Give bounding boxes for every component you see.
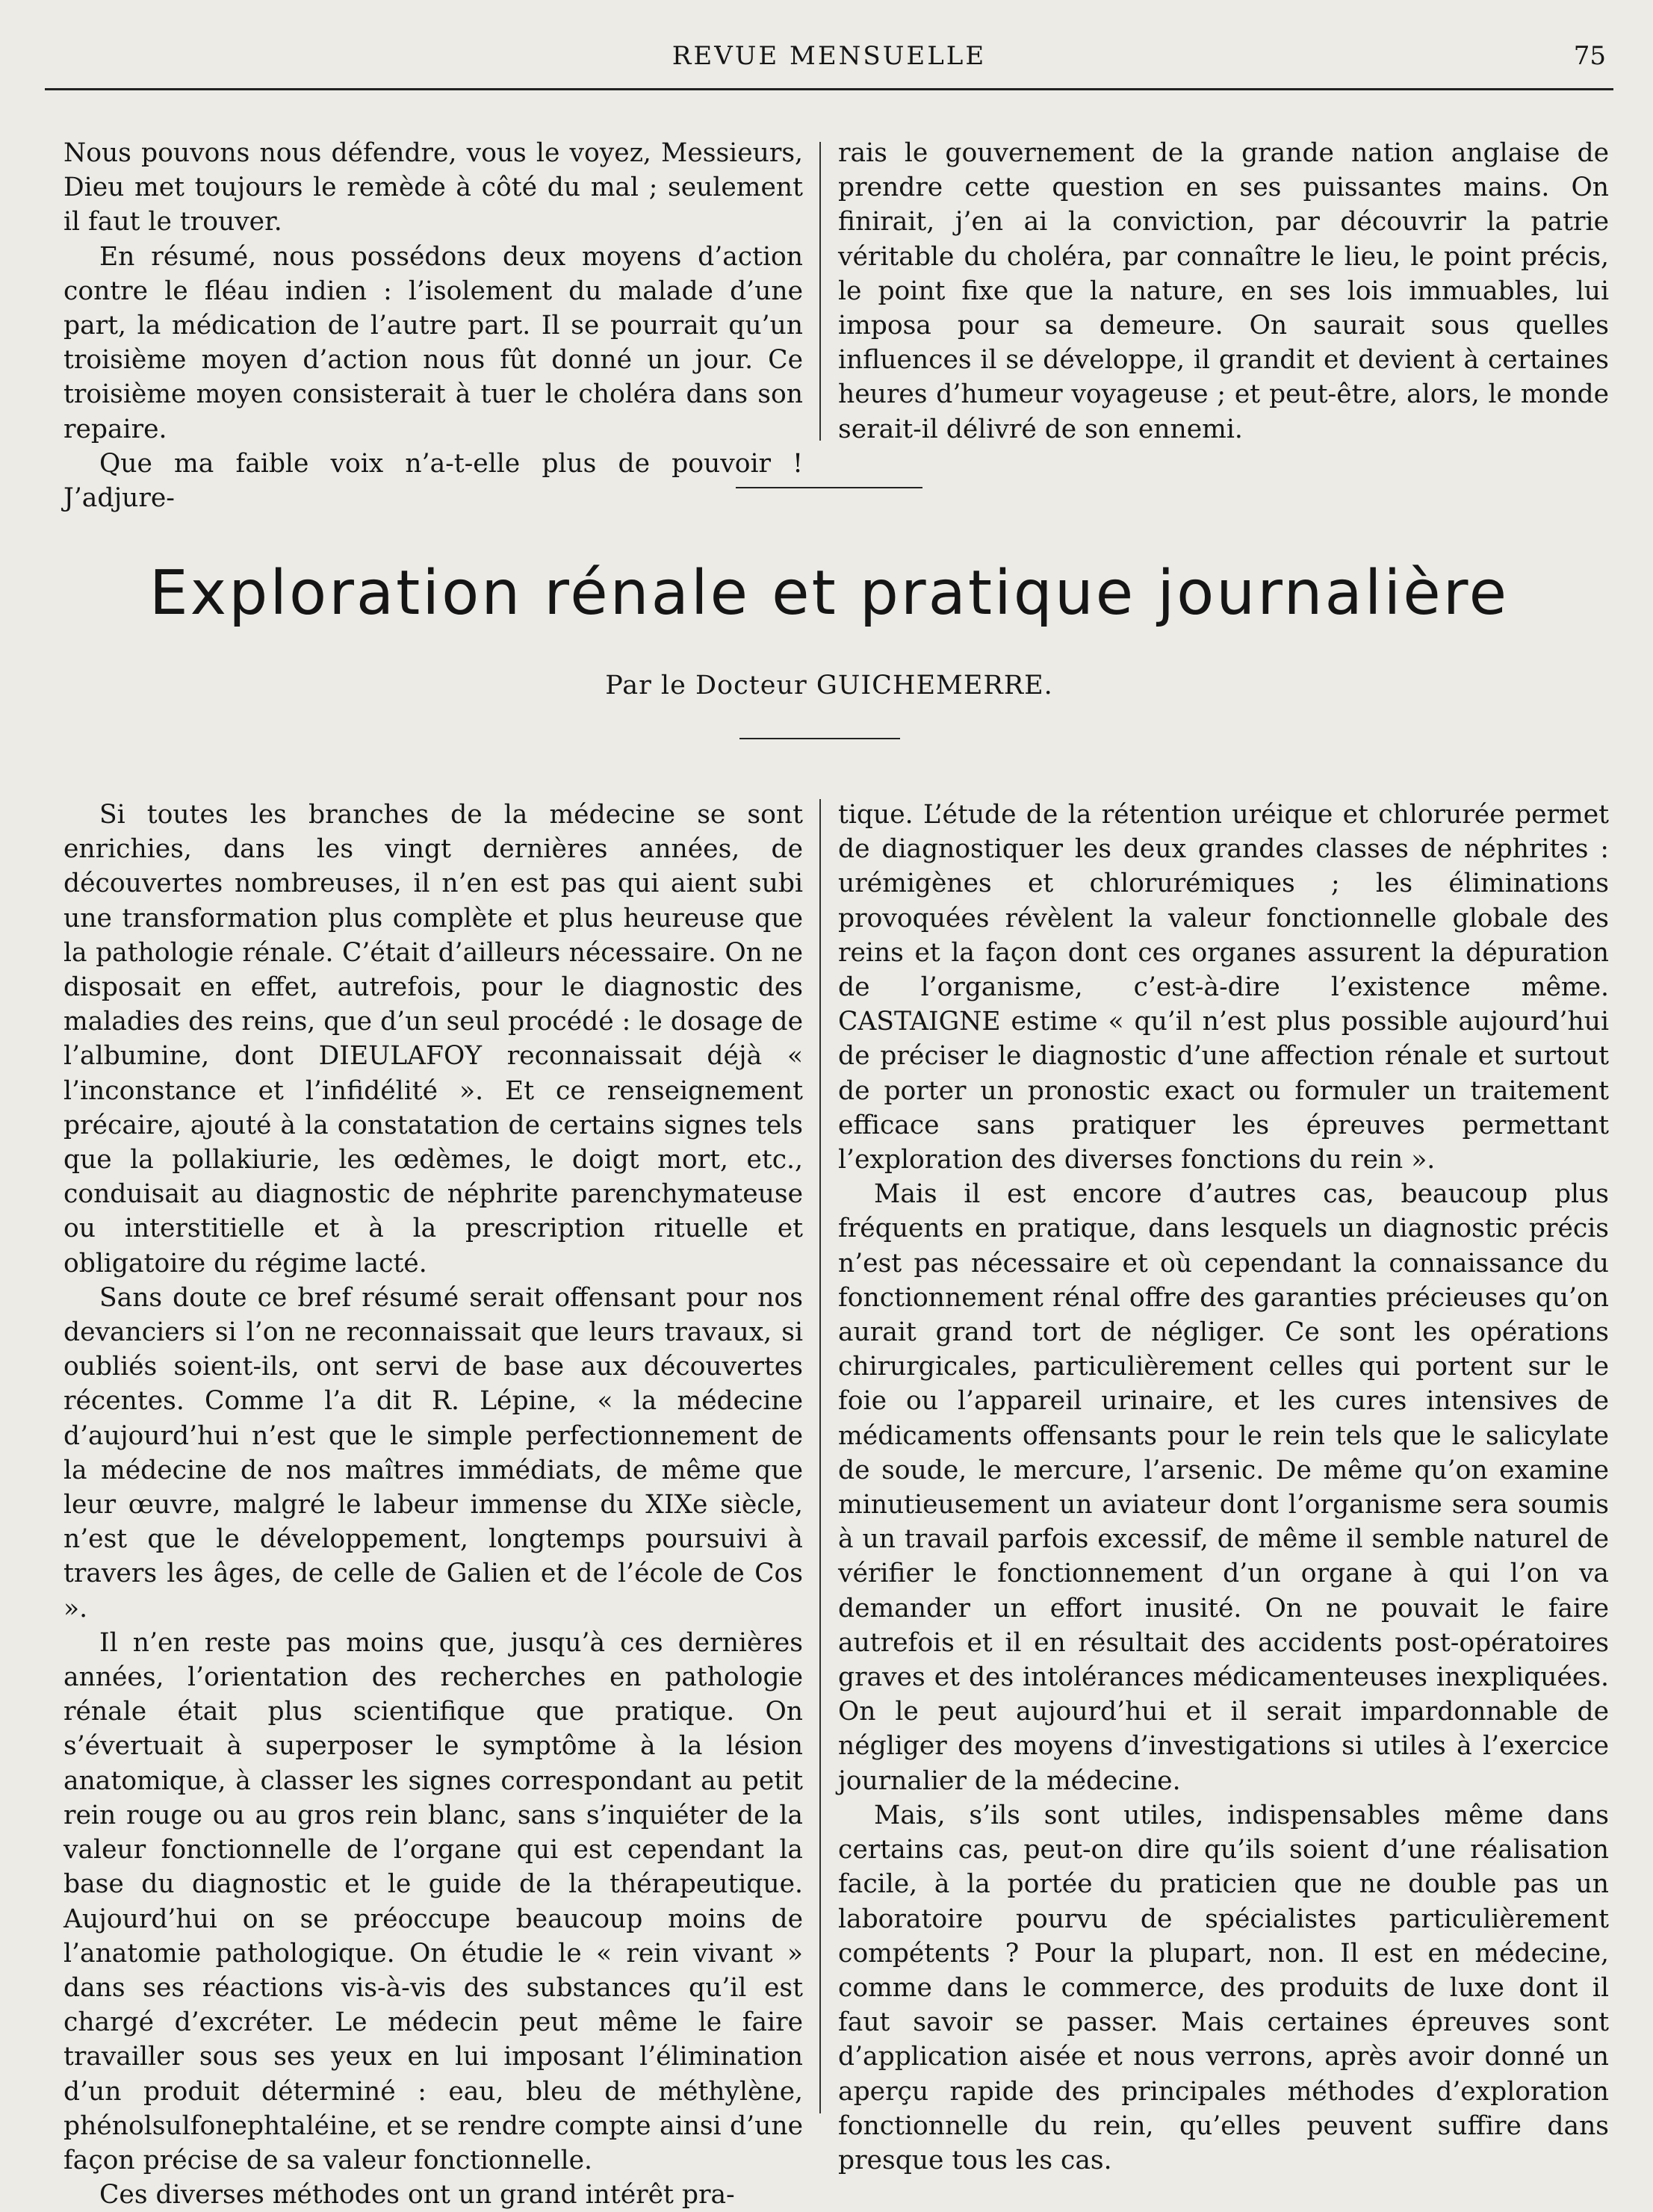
article-right-column xyxy=(838,798,1609,2178)
paragraph: Mais il est encore d’autres cas, beaucoup plus fréquents en pratique, dans lesquels un diagnostic précis n’est pas nécessaire et où cependant la connaissance du fonctionnement rénal offre des garanties précieuses qu’on aurait grand tort de négliger. Ce sont les opérations chirurgicales, particulièrement celles qui portent sur le foie ou l’appareil urinaire, et les cures intensives de médicaments offensants pour le rein tels que le salicylate de soude, le mercure, l’arsenic. De même qu’on examine minutieusement un aviateur dont l’organisme sera soumis à un travail parfois excessif, de même il semble naturel de vérifier le fonctionnement d’un organe à qui l’on va demander un effort inusité. On ne pouvait le faire autrefois et il en résultait des accidents post-opératoires graves et des intolérances médicamenteuses inexpliquées. On le peut aujourd’hui et il serait impardonnable de négliger des moyens d’investigations si utiles à l’exercice journalier de la médecine. xyxy=(838,1179,1609,1796)
column-rule xyxy=(819,799,821,2113)
paragraph: Il n’en reste pas moins que, jusqu’à ces dernières années, l’orientation des recherches en pathologie rénale était plus scientifique que pratique. On s’évertuait à superposer le symptôme à la lésion anatomique, à classer les signes correspondant au petit rein rouge ou au gros rein blanc, sans s’inquiéter de la valeur fonctionnelle de l’organe qui est cependant la base du diagnostic et le guide de la thérapeutique. Aujourd’hui on se préoccupe beaucoup moins de l’anatomie pathologique. On étudie le « rein vivant » dans ses réactions vis-à-vis des substances qu’il est chargé d’excréter. Le médecin peut même le faire travailler sous ses yeux en lui imposant l’élimination d’un produit déterminé : eau, bleu de méthylène, phénolsulfonephtaléine, et se rendre compte ainsi d’une façon précise de sa valeur fonctionnelle. xyxy=(63,1627,803,2175)
paragraph: Ces diverses méthodes ont un grand intérêt pra- xyxy=(99,2180,735,2211)
paragraph: Nous pouvons nous défendre, vous le voyez, Messieurs, Dieu met toujours le remède à côté du mal ; seulement il faut le trouver. xyxy=(63,138,803,237)
paragraph: tique. L’étude de la rétention uréique et chlorurée permet de diagnostiquer les deux grandes classes de néphrites : urémigènes et chlorurémiques ; les éliminations provoquées révèlent la valeur fonctionnelle globale des reins et la façon dont ces organes assurent la dépuration de l’organisme, c’est-à-dire l’existence même. CASTAIGNE estime « qu’il n’est plus possible aujourd’hui de préciser le diagnostic d’une affection rénale et surtout de porter un pronostic exact ou formuler un traitement efficace sans pratiquer les épreuves permettant l’exploration des diverses fonctions du rein ». xyxy=(838,800,1609,1175)
paragraph: En résumé, nous possédons deux moyens d’action contre le fléau indien : l’isolement du malade d’une part, la médication de l’autre part. Il se pourrait qu’un troisième moyen d’action nous fût donné un jour. Ce troisième moyen consisterait à tuer le choléra dans son repaire. xyxy=(63,241,803,444)
top-left-column xyxy=(63,136,803,515)
section-divider xyxy=(736,487,922,488)
paragraph: Sans doute ce bref résumé serait offensant pour nos devanciers si l’on ne reconnaissait que leurs travaux, si oubliés soient-ils, ont servi de base aux découvertes récentes. Comme l’a dit R. Lépine, « la médecine d’aujourd’hui n’est que le simple perfectionnement de la médecine de nos maîtres immédiats, de même que leur œuvre, malgré le labeur immense du XIXe siècle, n’est que le développement, longtemps poursuivi à travers les âges, de celle de Galien et de l’école de Cos ». xyxy=(63,1282,803,1624)
article-left-column xyxy=(63,798,803,2212)
top-right-column xyxy=(838,136,1609,447)
paragraph: Que ma faible voix n’a-t-elle plus de pouvoir ! J’adjure- xyxy=(63,448,803,514)
article-title: Exploration rénale et pratique journalière xyxy=(149,558,1510,629)
paragraph: Si toutes les branches de la médecine se sont enrichies, dans les vingt dernières années, de découvertes nombreuses, il n’en est pas qui aient subi une transformation plus complète et plus heureuse que la pathologie rénale. C’était d’ailleurs nécessaire. On ne disposait en effet, autrefois, pour le diagnostic des maladies des reins, que d’un seul procédé : le dosage de l’albumine, dont DIEULAFOY reconnaissait déjà « l’inconstance et l’infidélité ». Et ce renseignement précaire, ajouté à la constatation de certains signes tels que la pollakiurie, les œdèmes, le doigt mort, etc., conduisait au diagnostic de néphrite parenchymateuse ou interstitielle et à la prescription rituelle et obligatoire du régime lacté. xyxy=(63,800,803,1279)
paragraph: Mais, s’ils sont utiles, indispensables même dans certains cas, peut-on dire qu’ils soient d’une réalisation facile, à la portée du praticien que ne double pas un laboratoire pourvu de spécialistes particulièrement compétents ? Pour la plupart, non. Il est en médecine, comme dans le commerce, des produits de luxe dont il faut savoir se passer. Mais certaines épreuves sont d’application aisée et nous verrons, après avoir donné un aperçu rapide des principales méthodes d’exploration fonctionnelle du rein, qu’elles peuvent suffire dans presque tous les cas. xyxy=(838,1800,1609,2175)
running-title: REVUE MENSUELLE xyxy=(672,41,987,71)
header-rule xyxy=(45,88,1613,90)
paragraph: rais le gouvernement de la grande nation anglaise de prendre cette question en ses puissantes mains. On finirait, j’en ai la conviction, par découvrir la patrie véritable du choléra, par connaître le lieu, le point précis, le point fixe que la nature, en ses lois immuables, lui imposa pour sa demeure. On saurait sous quelles influences il se développe, il grandit et devient à certaines heures d’humeur voyageuse ; et peut-être, alors, le monde serait-il délivré de son ennemi. xyxy=(838,138,1609,444)
column-rule xyxy=(819,142,821,441)
page-number: 75 xyxy=(1573,41,1606,71)
running-head xyxy=(45,41,1613,86)
article-byline: Par le Docteur GUICHEMERRE. xyxy=(605,671,1053,700)
title-divider xyxy=(739,738,900,739)
